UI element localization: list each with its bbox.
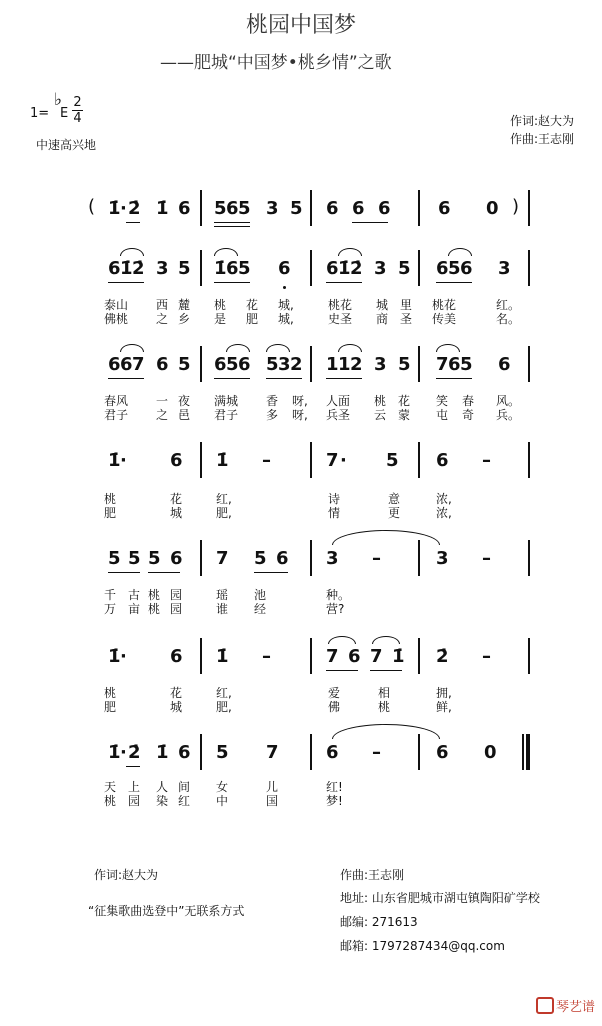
note: –	[262, 450, 271, 471]
footer-postcode: 邮编: 271613	[340, 915, 418, 929]
note: 6	[348, 646, 361, 667]
note: 1̇	[108, 198, 121, 219]
note: 6	[278, 258, 291, 279]
lyric-line-4-verse-1	[82, 490, 522, 504]
lyric-syllable: 桃	[374, 394, 387, 408]
lyric-syllable: 浓,	[436, 492, 452, 506]
lyric-syllable: 君子	[214, 408, 239, 422]
lyric-syllable: 人面	[326, 394, 351, 408]
note: 3	[278, 354, 291, 375]
note: 1̇	[392, 646, 405, 667]
lyric-syllable: 间	[178, 780, 191, 794]
lyric-syllable: 奇	[462, 408, 475, 422]
lyric-syllable: 肥	[246, 312, 259, 326]
lyricist-credit: 作词:赵大为	[510, 114, 575, 128]
note: 3	[266, 198, 279, 219]
lyric-line-2-verse-1	[82, 296, 522, 310]
footer-composer: 作曲:王志刚	[340, 868, 405, 882]
lyric-syllable: 诗	[328, 492, 341, 506]
note: 1̇	[108, 742, 121, 763]
lyric-syllable: 肥	[104, 700, 117, 714]
note: 0	[486, 198, 499, 219]
lyric-line-5-verse-1	[82, 586, 522, 600]
song-title: 桃园中国梦	[245, 13, 356, 38]
lyric-syllable: 圣	[400, 312, 413, 326]
note: 6	[170, 548, 183, 569]
note: 3	[374, 354, 387, 375]
lyric-syllable: 桃花	[432, 298, 457, 312]
lyric-syllable: 更	[388, 506, 401, 520]
note: 3	[156, 258, 169, 279]
note: 1̇	[216, 450, 229, 471]
note: 5	[398, 258, 411, 279]
note: 6	[108, 354, 121, 375]
note: 5	[128, 548, 141, 569]
lyric-syllable: 桃	[104, 686, 117, 700]
note: 2̇	[128, 742, 141, 763]
note: 5	[238, 258, 251, 279]
note: 6	[178, 198, 191, 219]
lyric-syllable: 城,	[278, 298, 294, 312]
note: 1̇	[108, 646, 121, 667]
meter-bottom: 4	[73, 111, 82, 126]
lyric-syllable: 红,	[216, 686, 232, 700]
note: 6	[238, 354, 251, 375]
note: 5	[226, 354, 239, 375]
lyric-syllable: 人	[156, 780, 169, 794]
lyric-syllable: 夜	[178, 394, 191, 408]
lyric-syllable: 之	[156, 312, 169, 326]
note: 3	[498, 258, 511, 279]
lyric-line-3-verse-2	[82, 406, 522, 420]
lyric-syllable: 红	[178, 794, 191, 808]
note: 5	[178, 354, 191, 375]
lyric-syllable: 泰山	[104, 298, 129, 312]
footer-address: 地址: 山东省肥城市湖屯镇陶阳矿学校	[340, 891, 540, 905]
logo-icon	[536, 997, 554, 1014]
note: 1̇	[216, 646, 229, 667]
lyric-syllable: 兵圣	[326, 408, 351, 422]
lyric-syllable: 儿	[266, 780, 279, 794]
lyric-syllable: 谁	[216, 602, 229, 616]
note: 1	[338, 354, 351, 375]
note: 6	[326, 198, 339, 219]
lyric-syllable: 意	[388, 492, 401, 506]
lyric-syllable: 名。	[496, 312, 521, 326]
note: 5	[214, 198, 227, 219]
lyric-syllable: 中	[216, 794, 229, 808]
composer-credit: 作曲:王志刚	[510, 132, 575, 146]
note: 5	[398, 354, 411, 375]
lyric-syllable: 佛	[328, 700, 341, 714]
note: 1̇	[120, 258, 133, 279]
note: 5	[386, 450, 399, 471]
note: 6	[108, 258, 121, 279]
lyric-line-6-verse-2	[82, 698, 522, 712]
lyric-syllable: 浓,	[436, 506, 452, 520]
lyric-syllable: 呀,	[292, 394, 308, 408]
lyric-syllable: 麓	[178, 298, 191, 312]
note: 6	[276, 548, 289, 569]
lyric-line-5-verse-2	[82, 600, 522, 614]
note: 6	[326, 258, 339, 279]
note: 2̇	[128, 198, 141, 219]
lyric-syllable: 乡	[178, 312, 191, 326]
score-line-7	[82, 734, 538, 770]
note: 6	[436, 258, 449, 279]
lyric-line-3-verse-1	[82, 392, 522, 406]
note: ·	[120, 198, 127, 219]
note: 5	[178, 258, 191, 279]
lyric-syllable: 上	[128, 780, 141, 794]
score-line-6	[82, 638, 538, 674]
note: 7	[436, 354, 449, 375]
lyric-syllable: 兵。	[496, 408, 521, 422]
lyric-syllable: 城	[376, 298, 389, 312]
lyric-syllable: 春风	[104, 394, 129, 408]
lyric-syllable: 桃	[104, 794, 117, 808]
lyric-syllable: 蒙	[398, 408, 411, 422]
lyric-syllable: 佛桃	[104, 312, 129, 326]
note: 6	[226, 258, 239, 279]
note: 1̇	[338, 258, 351, 279]
note: 1	[326, 354, 339, 375]
site-logo	[536, 996, 595, 1015]
score-line-5	[82, 540, 538, 576]
lyric-line-6-verse-1	[82, 684, 522, 698]
note: 1̇	[156, 742, 169, 763]
score-line-1	[82, 190, 538, 226]
lyric-syllable: 史圣	[328, 312, 353, 326]
key-prefix: 1=	[30, 106, 50, 121]
note: (	[88, 196, 96, 217]
lyric-syllable: 邑	[178, 408, 191, 422]
lyric-syllable: 情	[328, 506, 341, 520]
note: 7	[132, 354, 145, 375]
lyric-syllable: 千	[104, 588, 117, 602]
note: 1̇	[156, 198, 169, 219]
lyric-syllable: 亩	[128, 602, 141, 616]
lyric-line-7-verse-2	[82, 792, 522, 806]
note: 6	[120, 354, 133, 375]
note: 6	[448, 354, 461, 375]
lyric-syllable: 花	[170, 492, 183, 506]
note: 1̇	[214, 258, 227, 279]
note: 6	[156, 354, 169, 375]
note: 5	[254, 548, 267, 569]
note: –	[482, 646, 491, 667]
logo-text: 琴艺谱	[556, 1000, 596, 1015]
lyric-line-7-verse-1	[82, 778, 522, 792]
score-line-4	[82, 442, 538, 478]
note: 6	[352, 198, 365, 219]
lyric-syllable: 桃花	[328, 298, 353, 312]
note: 5	[238, 198, 251, 219]
note: ·	[120, 450, 127, 471]
song-subtitle: ——肥城“中国梦•桃乡情”之歌	[160, 53, 392, 73]
lyric-syllable: 瑶	[216, 588, 229, 602]
note: 7	[216, 548, 229, 569]
note: 2	[290, 354, 303, 375]
lyric-syllable: 国	[266, 794, 279, 808]
lyric-syllable: 红。	[496, 298, 521, 312]
lyric-syllable: 池	[254, 588, 267, 602]
note: –	[372, 742, 381, 763]
note: 6	[498, 354, 511, 375]
lyric-syllable: 红,	[216, 492, 232, 506]
note: 6	[170, 646, 183, 667]
note: 6	[436, 742, 449, 763]
lyric-syllable: 天	[104, 780, 117, 794]
note: 0	[484, 742, 497, 763]
note: 6	[460, 258, 473, 279]
lyric-syllable: 种。	[326, 588, 351, 602]
note: 5	[448, 258, 461, 279]
lyric-syllable: 桃	[148, 588, 161, 602]
lyric-syllable: 相	[378, 686, 391, 700]
note: )	[512, 196, 520, 217]
footer-email: 邮箱: 1797287434@qq.com	[340, 939, 505, 953]
note: 6	[378, 198, 391, 219]
lyric-syllable: 花	[246, 298, 259, 312]
note: –	[482, 548, 491, 569]
note: 2̇	[436, 646, 449, 667]
lyric-syllable: 桃	[378, 700, 391, 714]
note: 7	[370, 646, 383, 667]
note: 7	[326, 646, 339, 667]
note: 5	[148, 548, 161, 569]
note: 6	[178, 742, 191, 763]
footer-note: “征集歌曲选登中”无联系方式	[88, 904, 245, 918]
note: 1̇	[108, 450, 121, 471]
note: –	[262, 646, 271, 667]
note: 6	[170, 450, 183, 471]
note: –	[482, 450, 491, 471]
lyric-syllable: 梦!	[326, 794, 343, 808]
note: 2̇	[132, 258, 145, 279]
lyric-syllable: 女	[216, 780, 229, 794]
lyric-syllable: 古	[128, 588, 141, 602]
note: 2̇	[350, 258, 363, 279]
note: 5	[216, 742, 229, 763]
score-line-2	[82, 250, 538, 286]
lyric-syllable: 商	[376, 312, 389, 326]
lyric-syllable: 西	[156, 298, 169, 312]
lyric-syllable: 经	[254, 602, 267, 616]
lyric-syllable: 君子	[104, 408, 129, 422]
lyric-syllable: 鲜,	[436, 700, 452, 714]
lyric-syllable: 春	[462, 394, 475, 408]
note: 6	[214, 354, 227, 375]
note: –	[372, 548, 381, 569]
lyric-syllable: 满城	[214, 394, 239, 408]
score-line-3	[82, 346, 538, 382]
flat-icon: ♭	[54, 90, 63, 110]
lyric-syllable: 传美	[432, 312, 457, 326]
lyric-syllable: 呀,	[292, 408, 308, 422]
lyric-syllable: 城	[170, 506, 183, 520]
note: 6	[226, 198, 239, 219]
note: 3	[374, 258, 387, 279]
lyric-syllable: 城,	[278, 312, 294, 326]
lyric-syllable: 桃	[214, 298, 227, 312]
lyric-syllable: 拥,	[436, 686, 452, 700]
note: 5	[460, 354, 473, 375]
note: 7	[326, 450, 339, 471]
lyric-syllable: 一	[156, 394, 169, 408]
note: 5	[108, 548, 121, 569]
lyric-syllable: 染	[156, 794, 169, 808]
lyric-syllable: 之	[156, 408, 169, 422]
lyric-syllable: 屯	[436, 408, 449, 422]
lyric-syllable: 园	[170, 588, 183, 602]
lyric-syllable: 花	[170, 686, 183, 700]
note: 3	[326, 548, 339, 569]
note: ·	[120, 646, 127, 667]
tempo-marking: 中速高兴地	[36, 138, 97, 152]
lyric-syllable: 肥,	[216, 700, 232, 714]
note: 3	[436, 548, 449, 569]
time-signature	[72, 96, 83, 125]
note: ·	[120, 742, 127, 763]
lyric-line-4-verse-2	[82, 504, 522, 518]
key-note: E	[60, 106, 69, 121]
lyric-syllable: 红!	[326, 780, 343, 794]
note: 6	[438, 198, 451, 219]
lyric-syllable: 城	[170, 700, 183, 714]
lyric-syllable: 万	[104, 602, 117, 616]
lyric-line-2-verse-2	[82, 310, 522, 324]
lyric-syllable: 是	[214, 312, 227, 326]
note: 5	[266, 354, 279, 375]
note: 5	[290, 198, 303, 219]
lyric-syllable: 花	[398, 394, 411, 408]
note: 6	[326, 742, 339, 763]
note: 6	[436, 450, 449, 471]
lyric-syllable: 桃	[104, 492, 117, 506]
lyric-syllable: 园	[170, 602, 183, 616]
footer-lyricist: 作词:赵大为	[94, 868, 159, 882]
lyric-syllable: 多	[266, 408, 279, 422]
lyric-syllable: 香	[266, 394, 279, 408]
lyric-syllable: 桃	[148, 602, 161, 616]
lyric-syllable: 园	[128, 794, 141, 808]
lyric-syllable: 风。	[496, 394, 521, 408]
lyric-syllable: 笑	[436, 394, 449, 408]
lyric-syllable: 里	[400, 298, 413, 312]
lyric-syllable: 爱	[328, 686, 341, 700]
meter-top: 2	[73, 95, 82, 110]
note: 7	[266, 742, 279, 763]
lyric-syllable: 肥,	[216, 506, 232, 520]
note: 2	[350, 354, 363, 375]
lyric-syllable: 肥	[104, 506, 117, 520]
note: ·	[340, 450, 347, 471]
lyric-syllable: 营?	[326, 602, 345, 616]
lyric-syllable: 云	[374, 408, 387, 422]
